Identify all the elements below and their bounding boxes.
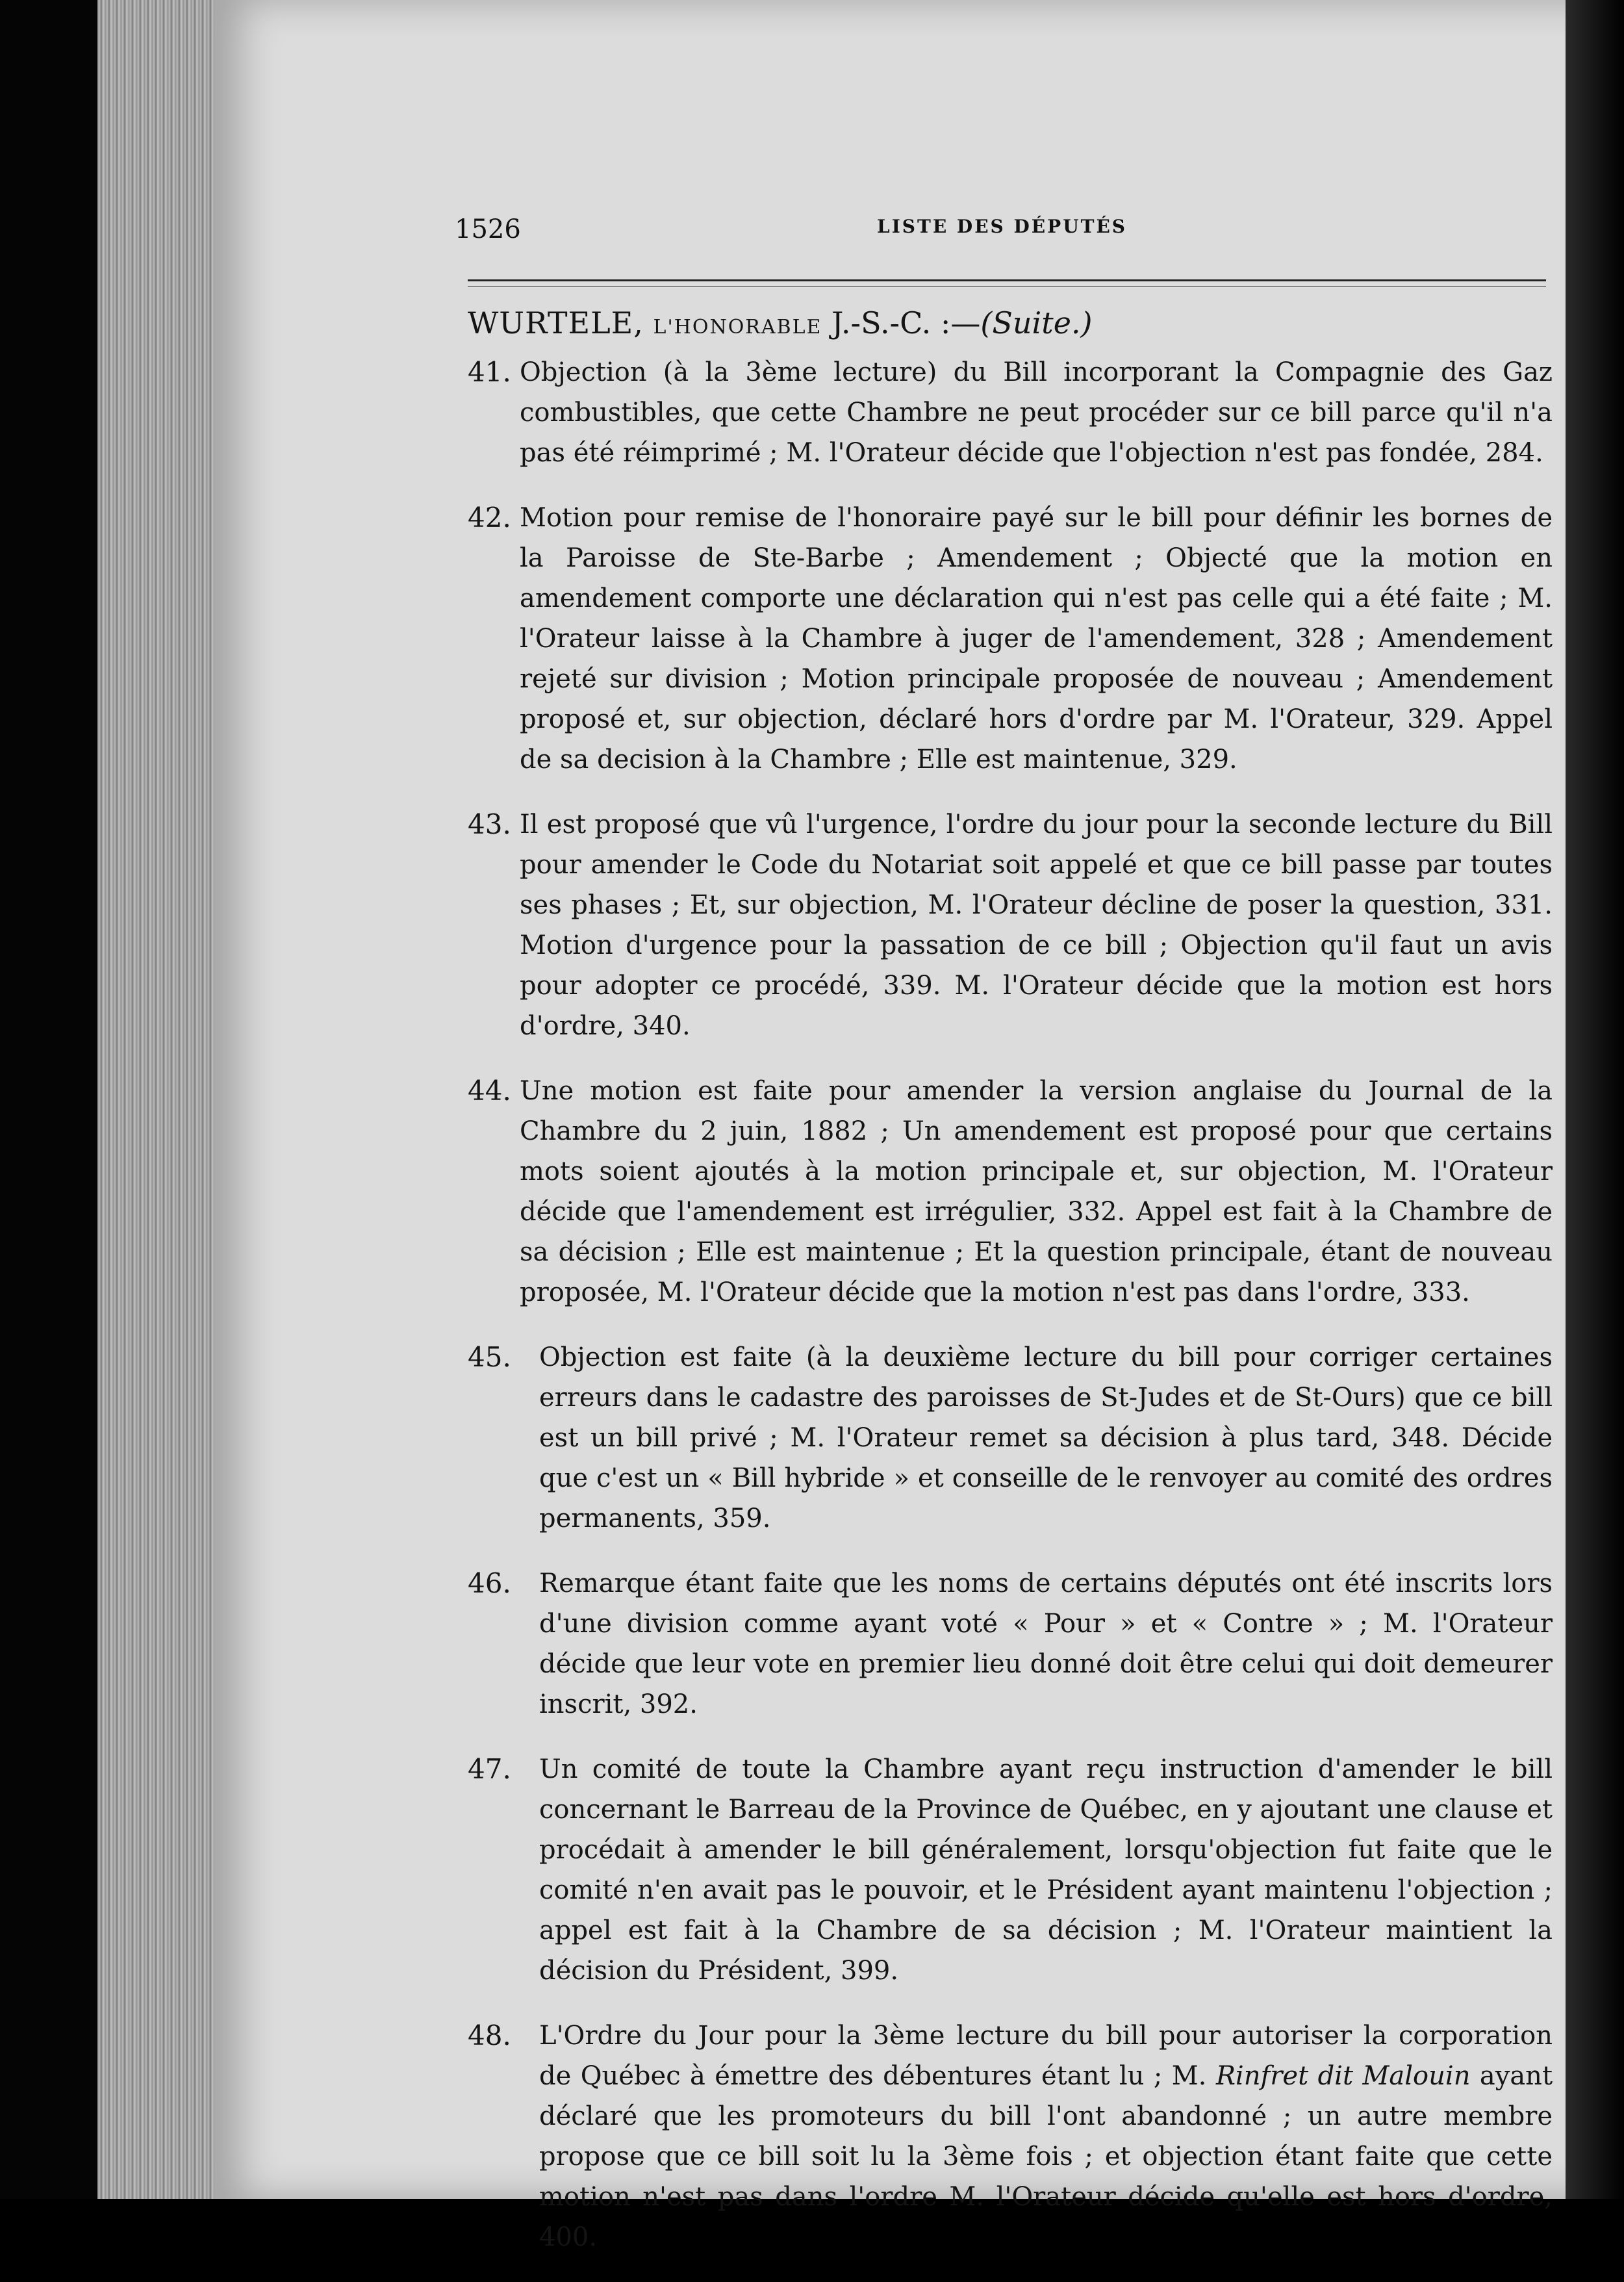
page-content (468, 305, 1553, 2282)
item-number: 42. (468, 502, 511, 533)
item-number: 45. (468, 1341, 511, 1373)
item-text: Une motion est faite pour amender la version anglaise du Journal de la Chambre du 2 juin, 1882 ; Un amendement est proposé pour que certains mots soient ajoutés à la motion principale et, sur objection, M. l'Orateur décide que l'amendement est irrégulier, 332. Appel est fait à la Chambre de sa décision ; Elle est maintenue ; Et la question principale, étant de nouveau proposée, M. l'Orateur décide que la motion n'est pas dans l'ordre, 333. (520, 1076, 1553, 1307)
item-text: Un comité de toute la Chambre ayant reçu instruction d'amender le bill concernant le Barreau de la Province de Québec, en y ajoutant une clause et procédait à amender le bill généralement, lorsqu'objection fut faite que le comité n'en avait pas le pouvoir, et le Président ayant maintenu l'objection ; appel est fait à la Chambre de sa décision ; M. l'Orateur maintient la décision du Président, 399. (539, 1754, 1553, 1986)
item-number: 43. (468, 808, 511, 840)
item-number: 48. (468, 2019, 511, 2051)
item-text: Objection (à la 3ème lecture) du Bill incorporant la Compagnie des Gaz combustibles, que cette Chambre ne peut procéder sur ce bill parce qu'il n'a pas été réimprimé ; M. l'Orateur décide que l'objection n'est pas fondée, 284. (520, 357, 1553, 468)
list-item (468, 2016, 1553, 2257)
list-item (468, 1563, 1553, 1724)
entry-heading (468, 305, 1553, 340)
item-text-italic-name: Rinfret dit Malouin (1215, 2061, 1471, 2091)
page-header (455, 214, 1546, 253)
list-item (468, 804, 1553, 1046)
running-head: LISTE DES DÉPUTÉS (877, 216, 1128, 237)
header-rule (468, 279, 1546, 281)
item-number: 44. (468, 1075, 511, 1107)
entry-name: WURTELE, (468, 305, 644, 340)
header-rule-thin (468, 286, 1546, 287)
list-item (468, 1071, 1553, 1313)
item-text: Remarque étant faite que les noms de certains députés ont été inscrits lors d'une division comme ayant voté « Pour » et « Contre » ; M. l'Orateur décide que leur vote en premier lieu donné doit être celui qui doit demeurer inscrit, 392. (539, 1569, 1553, 1719)
item-number: 41. (468, 356, 511, 388)
entry-initials: J.-S.-C. :— (831, 305, 981, 340)
list-item (468, 352, 1553, 473)
entry-honorific: L'HONORABLE (653, 316, 822, 339)
entry-suite: (Suite.) (980, 305, 1093, 340)
item-number: 47. (468, 1753, 511, 1785)
page-number: 1526 (455, 214, 521, 244)
list-item (468, 1337, 1553, 1539)
list-item (468, 498, 1553, 780)
item-number: 46. (468, 1567, 511, 1599)
item-text-part: ayant déclaré que les promoteurs du bill l'ont abandonné ; un autre membre propose que ce bill soit lu la 3ème fois ; et objection étant faite que cette motion n'est pas dans l'ordre M. l'Orateur décide qu'elle est hors d'ordre, 400. (539, 2061, 1553, 2252)
binding-shadow (1566, 0, 1624, 2199)
item-text: Il est proposé que vû l'urgence, l'ordre du jour pour la seconde lecture du Bill pour amender le Code du Notariat soit appelé et que ce bill passe par toutes ses phases ; Et, sur objection, M. l'Orateur décline de poser la question, 331. Motion d'urgence pour la passation de ce bill ; Objection qu'il faut un avis pour adopter ce procédé, 339. M. l'Orateur décide que la motion est hors d'ordre, 340. (520, 810, 1553, 1041)
item-text: Objection est faite (à la deuxième lecture du bill pour corriger certaines erreurs dans le cadastre des paroisses de St-Judes et de St-Ours) que ce bill est un bill privé ; M. l'Orateur remet sa décision à plus tard, 348. Décide que c'est un « Bill hybride » et conseille de le renvoyer au comité des ordres permanents, 359. (539, 1342, 1553, 1533)
list-item (468, 1749, 1553, 1991)
item-text-part: L'Ordre du Jour pour la 3ème lecture du bill pour autoriser la corporation de Québec à émettre des débentures étant lu ; M. (539, 2021, 1553, 2091)
item-text (539, 2016, 1553, 2257)
item-text: Motion pour remise de l'honoraire payé sur le bill pour définir les bornes de la Paroisse de Ste-Barbe ; Amendement ; Objecté que la motion en amendement comporte une déclaration qui n'est pas celle qui a été faite ; M. l'Orateur laisse à la Chambre à juger de l'amendement, 328 ; Amendement rejeté sur division ; Motion principale proposée de nouveau ; Amendement proposé et, sur objection, déclaré hors d'ordre par M. l'Orateur, 329. Appel de sa decision à la Chambre ; Elle est maintenue, 329. (520, 503, 1553, 775)
